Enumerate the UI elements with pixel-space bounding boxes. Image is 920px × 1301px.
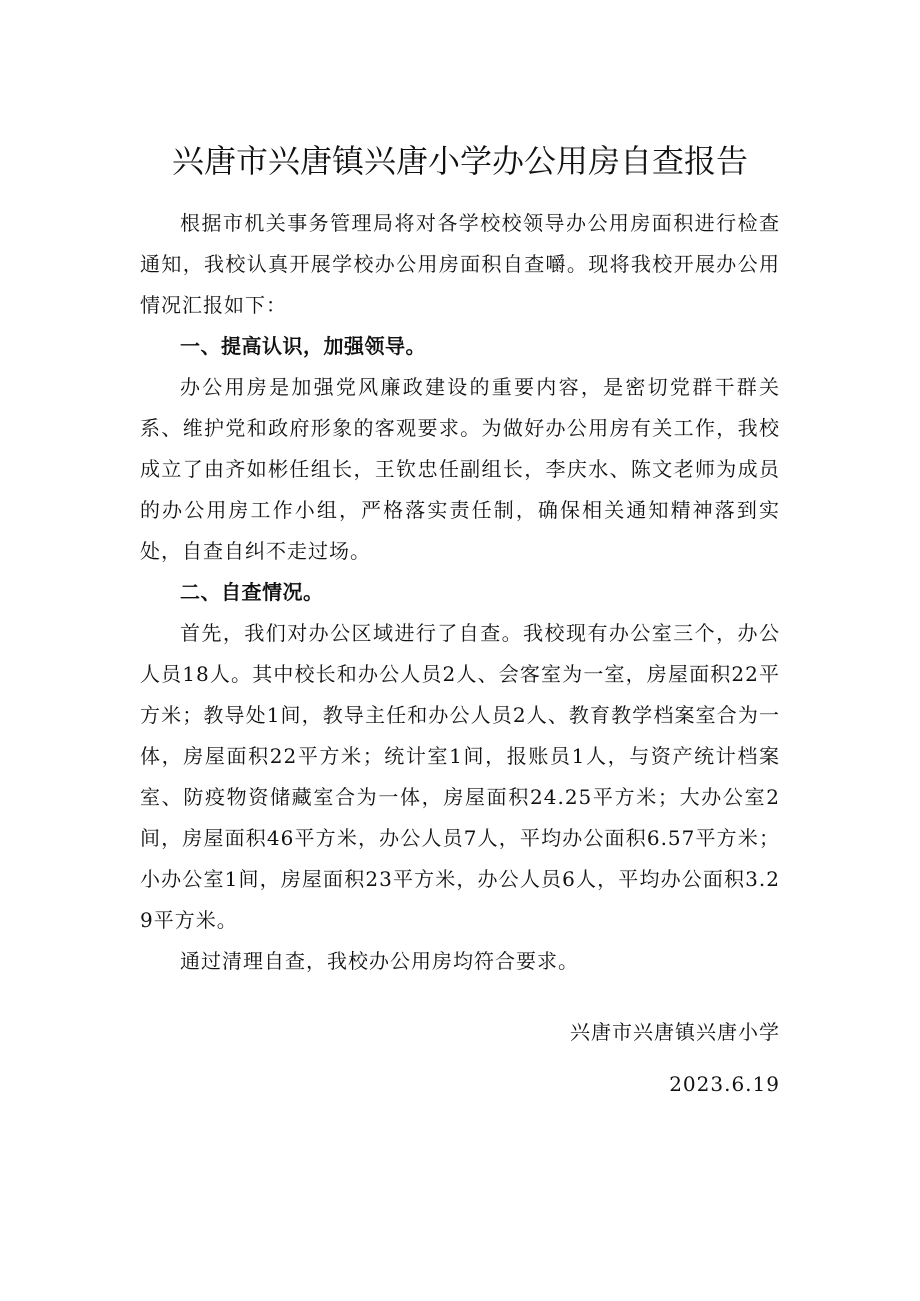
document-body [140, 203, 780, 982]
signature-block [570, 1012, 780, 1116]
section-2-paragraph-1: 首先，我们对办公区域进行了自查。我校现有办公室三个，办公人员18人。其中校长和办公人员2人、会客室为一室，房屋面积22平方米；教导处1间，教导主任和办公人员2人、教育教学档案室合为一体，房屋面积22平方米；统计室1间，报账员1人，与资产统计档案室、防疫物资储藏室合为一体，房屋面积24.25平方米；大办公室2间，房屋面积46平方米，办公人员7人，平均办公面积6.57平方米；小办公室1间，房屋面积23平方米，办公人员6人，平均办公面积3.29平方米。 [140, 621, 780, 932]
section-1-paragraph: 办公用房是加强党风廉政建设的重要内容，是密切党群干群关系、维护党和政府形象的客观要求。为做好办公用房有关工作，我校成立了由齐如彬任组长，王钦忠任副组长，李庆水、陈文老师为成员的办公用房工作小组，严格落实责任制，确保相关通知精神落到实处，自查自纠不走过场。 [140, 375, 780, 563]
intro-paragraph: 根据市机关事务管理局将对各学校校领导办公用房面积进行检查通知，我校认真开展学校办公用房面积自查嚼。现将我校开展办公用情况汇报如下： [140, 211, 780, 317]
signature-date: 2023.6.19 [669, 1072, 780, 1096]
section-2-paragraph-2: 通过清理自查，我校办公用房均符合要求。 [180, 949, 579, 973]
page-title: 兴唐市兴唐镇兴唐小学办公用房自查报告 [171, 142, 748, 181]
signature-organization: 兴唐市兴唐镇兴唐小学 [570, 1020, 780, 1044]
section-heading-1: 一、提高认识，加强领导。 [180, 334, 426, 358]
section-heading-2: 二、自查情况。 [180, 580, 324, 604]
